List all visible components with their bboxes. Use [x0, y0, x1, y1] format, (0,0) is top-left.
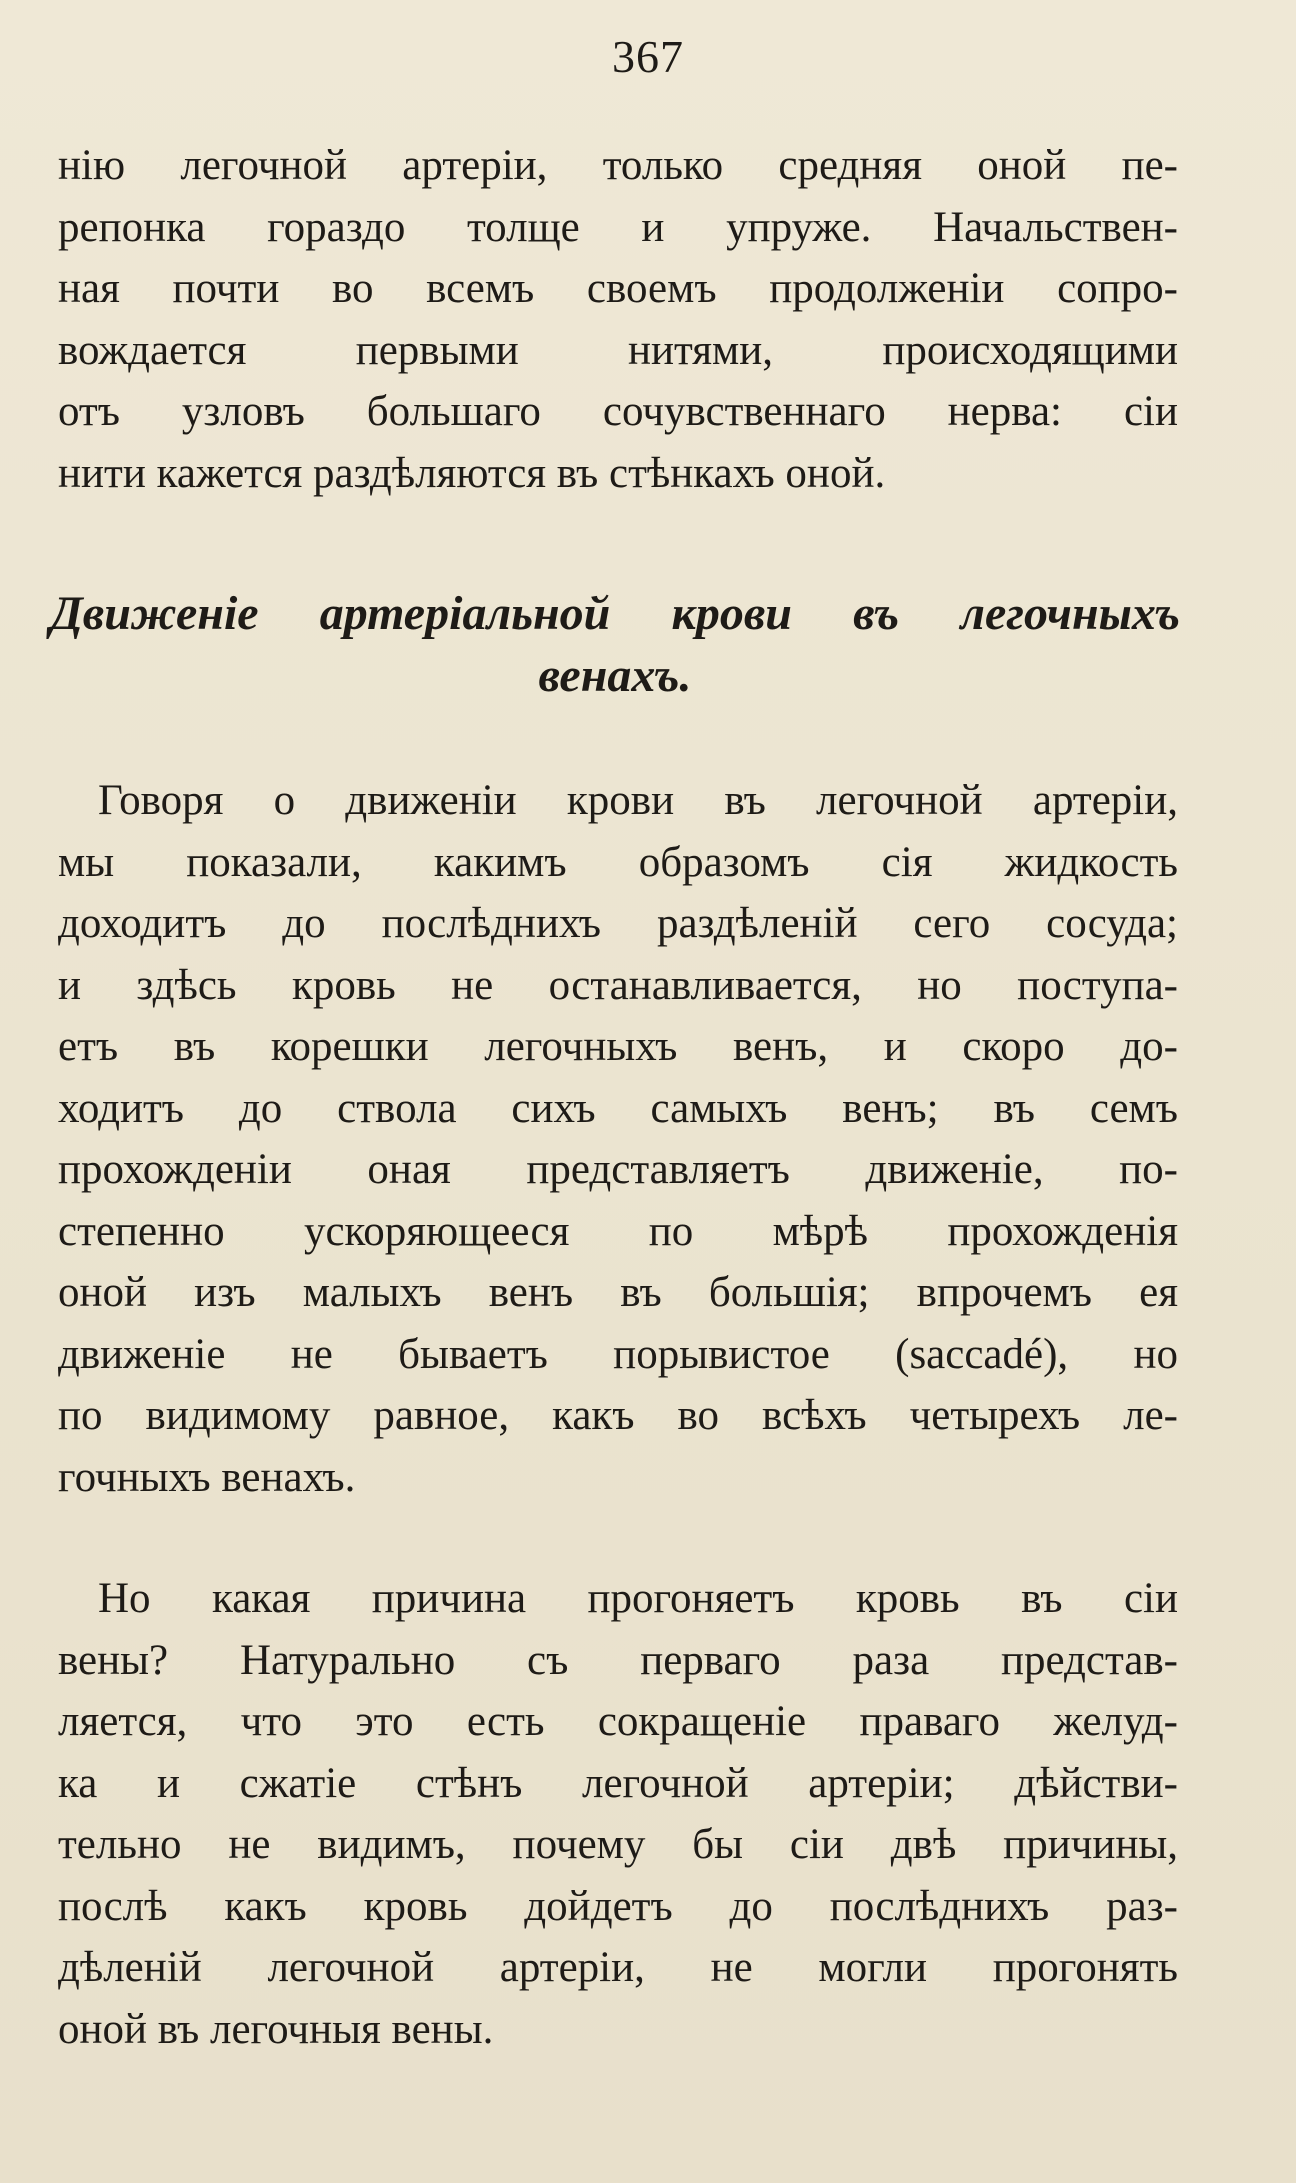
- text-line: доходитъ до послѣднихъ раздѣленій сего сосуда;: [58, 900, 1178, 947]
- text-line: движеніе не бываетъ порывистое (saccadé), но: [58, 1330, 1178, 1378]
- text-line: вождается первыми нитями, происходящими: [58, 326, 1178, 374]
- text-line: гочныхъ венахъ.: [58, 1453, 356, 1501]
- paragraph-1: [58, 135, 1178, 504]
- text-line: тельно не видимъ, почему бы сіи двѣ причины,: [58, 1821, 1178, 1868]
- page-number: 367: [612, 31, 684, 82]
- text-line: послѣ какъ кровь дойдетъ до послѣднихъ раз-: [58, 1882, 1178, 1930]
- text-line: вены? Натурально съ перваго раза представ-: [58, 1636, 1178, 1684]
- text-line: нити кажется раздѣляются въ стѣнкахъ оной.: [58, 449, 886, 497]
- text-line: по видимому равное, какъ во всѣхъ четырехъ ле-: [58, 1392, 1178, 1439]
- paragraph-3: [58, 1568, 1178, 2060]
- text-line: оной изъ малыхъ венъ въ большія; впрочемъ ея: [58, 1269, 1178, 1316]
- text-line: ка и сжатіе стѣнъ легочной артеріи; дѣйстви-: [58, 1759, 1178, 1807]
- text-line: репонка гораздо толще и упруже. Начальствен-: [58, 203, 1178, 251]
- text-line: отъ узловъ большаго сочувственнаго нерва: сіи: [58, 388, 1178, 435]
- text-line: Говоря о движеніи крови въ легочной артеріи,: [98, 777, 1178, 824]
- text-line: и здѣсь кровь не останавливается, но поступа-: [58, 961, 1178, 1009]
- text-line: мы показали, какимъ образомъ сія жидкость: [58, 838, 1178, 886]
- heading-line-2: венахъ.: [538, 649, 692, 702]
- text-line: оной въ легочныя вены.: [58, 2005, 494, 2053]
- text-line: ная почти во всемъ своемъ продолженіи сопро-: [58, 265, 1178, 312]
- text-line: нію легочной артеріи, только средняя оной пе-: [58, 142, 1178, 189]
- text-line: степенно ускоряющееся по мѣрѣ прохожденія: [58, 1207, 1178, 1255]
- paragraph-2: [58, 770, 1178, 1508]
- heading-line-1: Движеніе артеріальной крови въ легочныхъ: [50, 587, 1180, 640]
- section-heading: [50, 583, 1180, 707]
- text-line: Но какая причина прогоняетъ кровь въ сіи: [98, 1575, 1178, 1622]
- text-line: ходитъ до ствола сихъ самыхъ венъ; въ семъ: [58, 1084, 1178, 1132]
- text-line: прохожденіи оная представляетъ движеніе, по-: [58, 1146, 1178, 1193]
- text-line: ляется, что это есть сокращеніе праваго желуд-: [58, 1698, 1178, 1745]
- text-line: етъ въ корешки легочныхъ венъ, и скоро до-: [58, 1023, 1178, 1070]
- text-line: дѣленій легочной артеріи, не могли прогонять: [58, 1944, 1178, 1991]
